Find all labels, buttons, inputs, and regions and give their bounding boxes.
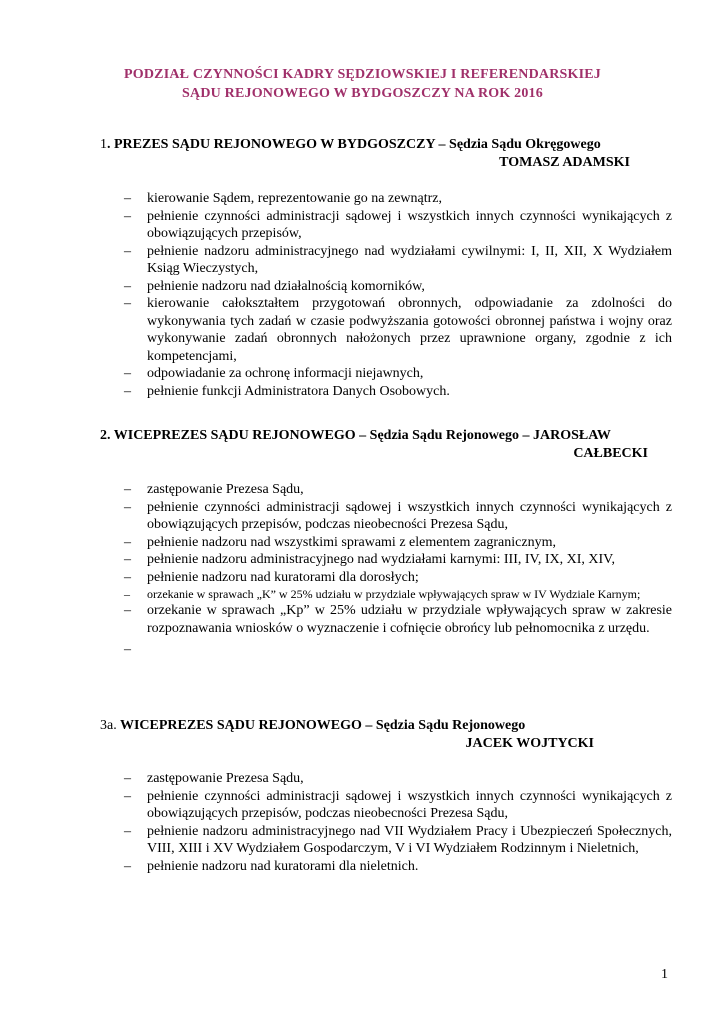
item-text: orzekanie w sprawach „Kp” w 25% udziału w przydziale wpływających spraw w zakresie rozpoznawania wniosków o wyznaczenie i cofnięcie obrońcy lub pełnomocnika z urzędu. — [147, 603, 672, 636]
list-item — [0, 243, 672, 278]
section-number: 2 — [100, 428, 107, 443]
dash-bullet: – — [124, 499, 131, 515]
list-item — [0, 551, 672, 569]
list-item — [0, 190, 672, 208]
dash-bullet: – — [124, 296, 131, 311]
item-text: pełnienie czynności administracji sądowej i wszystkich innych czynności wynikających z obowiązujących przepisów, — [147, 208, 672, 241]
section-2-heading — [100, 428, 611, 444]
item-text: pełnienie nadzoru administracyjnego nad wydziałami cywilnymi: I, II, XII, X Wydziałem Ksiąg Wieczystych, — [147, 243, 672, 276]
list-item — [0, 208, 672, 243]
dash-bullet: – — [124, 642, 131, 657]
dash-bullet: – — [124, 823, 131, 839]
section-1-heading — [100, 137, 601, 153]
item-text: pełnienie czynności administracji sądowej i wszystkich innych czynności wynikających z obowiązujących przepisów, podczas nieobecności Prezesa Sądu, — [147, 788, 672, 821]
section-3a-heading — [100, 718, 525, 734]
section-2-name: CAŁBECKI — [573, 446, 648, 461]
list-item — [0, 586, 672, 602]
section-title: . PREZES SĄDU REJONOWEGO W BYDGOSZCZY – Sędzia Sądu Okręgowego — [107, 137, 601, 152]
section-1-name: TOMASZ ADAMSKI — [499, 155, 630, 170]
dash-bullet: – — [124, 208, 131, 224]
item-text: kierowanie całokształtem przygotowań obronnych, odpowiadanie za zdolności do wykonywania tych zadań w czasie podwyższania gotowości obronnej państwa i wojny oraz wykonywanie zadań obronnych nałożonych przez uprawnione organy, zgodnie z ich kompetencjami, — [147, 296, 672, 364]
list-item — [0, 383, 672, 401]
item-text: pełnienie funkcji Administratora Danych Osobowych. — [147, 383, 450, 399]
list-item — [0, 295, 672, 365]
item-text: orzekanie w sprawach „K” w 25% udziału w przydziale wpływających spraw w IV Wydziale Karnym; — [147, 587, 641, 601]
dash-bullet: – — [124, 569, 131, 585]
dash-bullet: – — [124, 858, 131, 874]
list-item — [0, 534, 672, 552]
item-text: pełnienie czynności administracji sądowej i wszystkich innych czynności wynikających z obowiązujących przepisów, podczas nieobecności Prezesa Sądu, — [147, 499, 672, 532]
item-text: zastępowanie Prezesa Sądu, — [147, 482, 304, 497]
item-text: pełnienie nadzoru nad kuratorami dla dorosłych; — [147, 569, 419, 585]
item-text: pełnienie nadzoru administracyjnego nad VII Wydziałem Pracy i Ubezpieczeń Społecznych, VIII, XIII i XV Wydziałem Gospodarczym, V i VI Wydziałem Rodzinnym i Nieletnich, — [147, 823, 672, 856]
list-item — [0, 569, 672, 587]
list-item — [0, 481, 672, 499]
item-text: pełnienie nadzoru nad działalnością komorników, — [147, 278, 425, 294]
dash-bullet: – — [124, 383, 131, 399]
list-item — [0, 602, 672, 637]
dash-bullet: – — [124, 482, 131, 497]
dash-bullet: – — [124, 587, 130, 601]
item-text: zastępowanie Prezesa Sądu, — [147, 771, 304, 786]
list-item — [0, 858, 672, 876]
dash-bullet: – — [124, 191, 131, 206]
section-2-duties — [0, 481, 672, 659]
section-3a-name: JACEK WOJTYCKI — [465, 736, 594, 751]
list-item — [0, 278, 672, 296]
item-text: pełnienie nadzoru nad wszystkimi sprawami z elementem zagranicznym, — [147, 534, 556, 550]
dash-bullet: – — [124, 771, 131, 786]
item-text: pełnienie nadzoru administracyjnego nad wydziałami karnymi: III, IV, IX, XI, XIV, — [147, 552, 615, 567]
section-1-duties — [0, 190, 672, 400]
list-item — [0, 770, 672, 788]
section-title: WICEPREZES SĄDU REJONOWEGO – Sędzia Sądu Rejonowego — [116, 718, 526, 733]
item-text: pełnienie nadzoru nad kuratorami dla nieletnich. — [147, 858, 419, 874]
dash-bullet: – — [124, 366, 131, 381]
dash-bullet: – — [124, 552, 131, 567]
dash-bullet: – — [124, 278, 131, 294]
list-item — [0, 641, 672, 659]
section-number: 3a. — [100, 718, 117, 733]
dash-bullet: – — [124, 243, 131, 259]
document-title-line2: SĄDU REJONOWEGO W BYDGOSZCZY NA ROK 2016 — [182, 86, 543, 101]
dash-bullet: – — [124, 788, 131, 804]
item-text: kierowanie Sądem, reprezentowanie go na zewnątrz, — [147, 191, 443, 206]
list-item — [0, 365, 672, 383]
section-3a-duties — [0, 770, 672, 875]
dash-bullet: – — [124, 534, 131, 550]
section-number: 1 — [100, 137, 107, 152]
document-title-line1: PODZIAŁ CZYNNOŚCI KADRY SĘDZIOWSKIEJ I REFERENDARSKIEJ — [124, 67, 601, 82]
page-number: 1 — [661, 967, 668, 982]
item-text: odpowiadanie za ochronę informacji niejawnych, — [147, 366, 424, 381]
list-item — [0, 823, 672, 858]
dash-bullet: – — [124, 603, 131, 618]
section-title: . WICEPREZES SĄDU REJONOWEGO – Sędzia Sądu Rejonowego – JAROSŁAW — [107, 428, 611, 443]
list-item — [0, 499, 672, 534]
list-item — [0, 788, 672, 823]
